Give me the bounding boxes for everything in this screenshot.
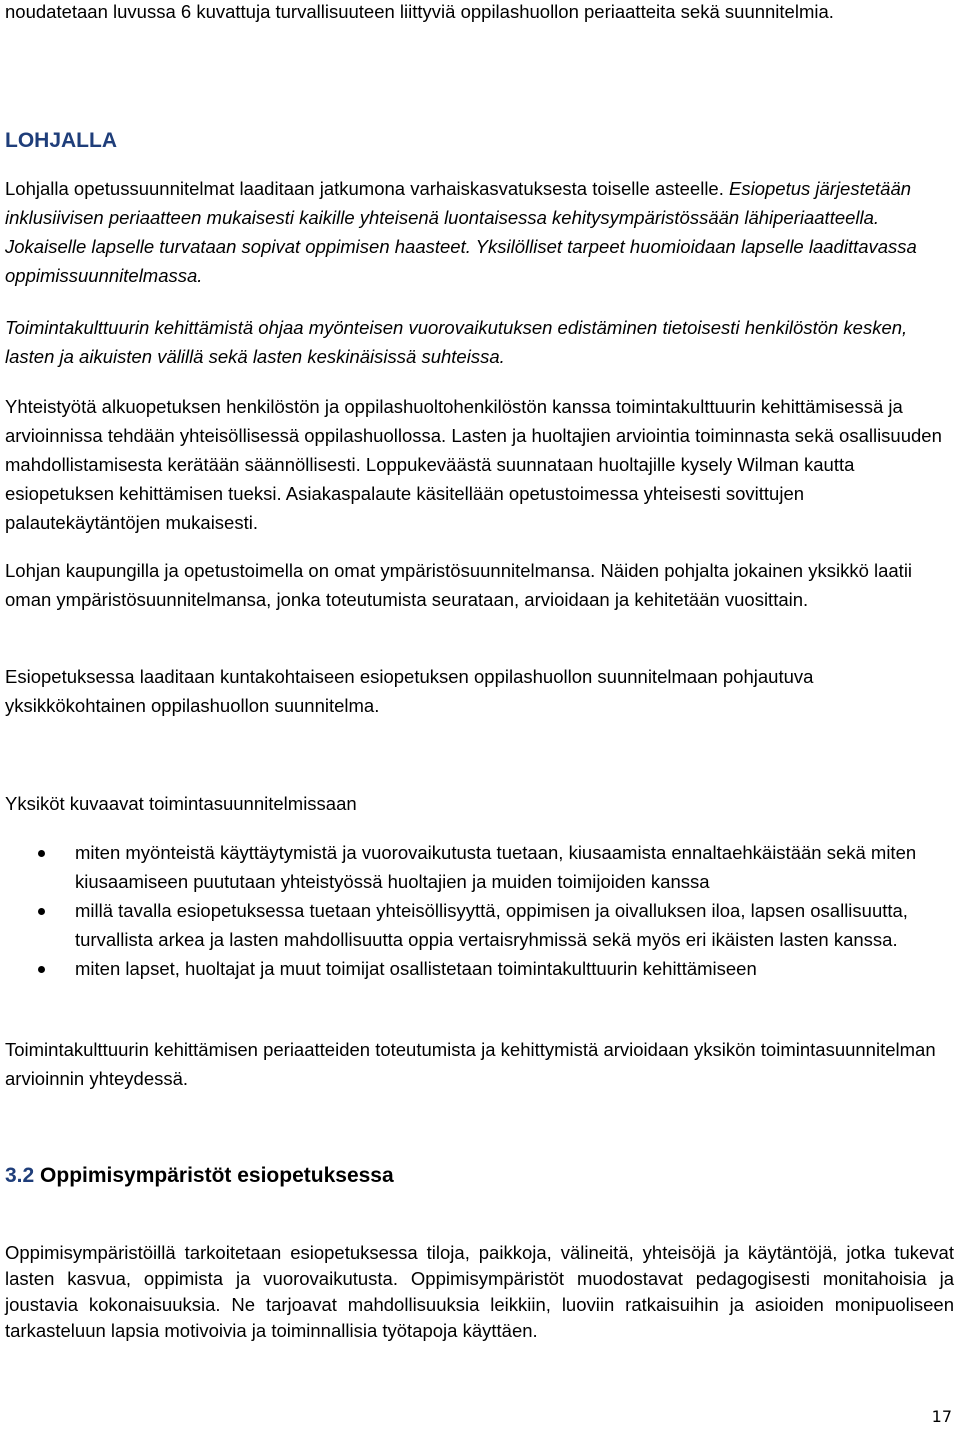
units-intro: Yksiköt kuvaavat toimintasuunnitelmissaan: [5, 793, 357, 814]
bullet-item: millä tavalla esiopetuksessa tuetaan yhteisöllisyyttä, oppimisen ja oivalluksen iloa, lapsen osallisuutta, turvallista arkea ja lasten mahdollisuutta oppia vertaisryhmissä sekä myös eri ikäisten lasten kanssa.: [0, 896, 954, 954]
lohjalla-heading: LOHJALLA: [5, 129, 117, 152]
section-title: Oppimisympäristöt esiopetuksessa: [34, 1164, 394, 1187]
lohja-paragraph-1-italic: Esiopetus järjestetään inklusiivisen periaatteen mukaisesti kaikille yhteisenä luontaisessa kehitysympäristössään lähiperiaatteella. Jokaiselle lapselle turvataan sopivat oppimisen haasteet. Yksilölliset tarpeet huomioidaan lapselle laadittavassa oppimissuunnitelmassa.: [5, 178, 917, 286]
section-body: Oppimisympäristöillä tarkoitetaan esiopetuksessa tiloja, paikkoja, välineitä, yhteisöjä ja käytäntöjä, jotka tukevat lasten kasvua, oppimista ja vuorovaikutusta. Oppimisympäristöt muodostavat pedagogisesti monitahoisia ja joustavia kokonaisuuksia. Ne tarjoavat mahdollisuuksia leikkiin, luoviin ratkaisuihin ja asioiden monipuoliseen tarkasteluun lapsia motivoivia ja toiminnallisia työtapoja käyttäen.: [5, 1242, 954, 1341]
lohja-paragraph-1-normal: Lohjalla opetussuunnitelmat laaditaan jatkumona varhaiskasvatuksesta toiselle asteelle.: [5, 178, 729, 199]
lohja-paragraph-3: Yhteistyötä alkuopetuksen henkilöstön ja oppilashuoltohenkilöstön kanssa toimintakulttuurin kehittämisessä ja arvioinnissa tehdään yhteisöllisessä oppilashuollossa. Lasten ja huoltajien arviointia toiminnasta sekä osallisuuden mahdollistamisesta kerätään säännöllisesti. Loppukeväästä suunnataan huoltajille kysely Wilman kautta esiopetuksen kehittämisen tueksi. Asiakaspalaute käsitellään opetustoimessa yhteisesti sovittujen palautekäytäntöjen mukaisesti.: [5, 396, 942, 533]
page-number: 17: [931, 1407, 952, 1426]
section-heading: [5, 1162, 394, 1190]
lohja-paragraph-5: Esiopetuksessa laaditaan kuntakohtaiseen esiopetuksen oppilashuollon suunnitelmaan pohjautuva yksikkökohtainen oppilashuollon suunnitelma.: [5, 666, 814, 716]
lohja-paragraph-6: Toimintakulttuurin kehittämisen periaatteiden toteutumista ja kehittymistä arvioidaan yksikön toimintasuunnitelman arvioinnin yhteydessä.: [5, 1039, 936, 1089]
units-bullet-list: [0, 838, 954, 983]
lohja-paragraph-4: Lohjan kaupungilla ja opetustoimella on omat ympäristösuunnitelmansa. Näiden pohjalta jokainen yksikkö laatii oman ympäristösuunnitelmansa, jonka toteutumista seurataan, arvioidaan ja kehitetään vuosittain.: [5, 560, 913, 610]
intro-paragraph: noudatetaan luvussa 6 kuvattuja turvallisuuteen liittyviä oppilashuollon periaatteita sekä suunnitelmia.: [5, 1, 834, 22]
lohja-paragraph-2: Toimintakulttuurin kehittämistä ohjaa myönteisen vuorovaikutuksen edistäminen tietoisesti henkilöstön kesken, lasten ja aikuisten välillä sekä lasten keskinäisissä suhteissa.: [5, 317, 908, 367]
section-number: 3.2: [5, 1164, 35, 1187]
bullet-item: miten myönteistä käyttäytymistä ja vuorovaikutusta tuetaan, kiusaamista ennaltaehkäistään sekä miten kiusaamiseen puututaan yhteistyössä huoltajien ja muiden toimijoiden kanssa: [0, 838, 954, 896]
lohja-paragraph-1: [5, 174, 954, 290]
bullet-item: miten lapset, huoltajat ja muut toimijat osallistetaan toimintakulttuurin kehittämiseen: [0, 954, 954, 983]
